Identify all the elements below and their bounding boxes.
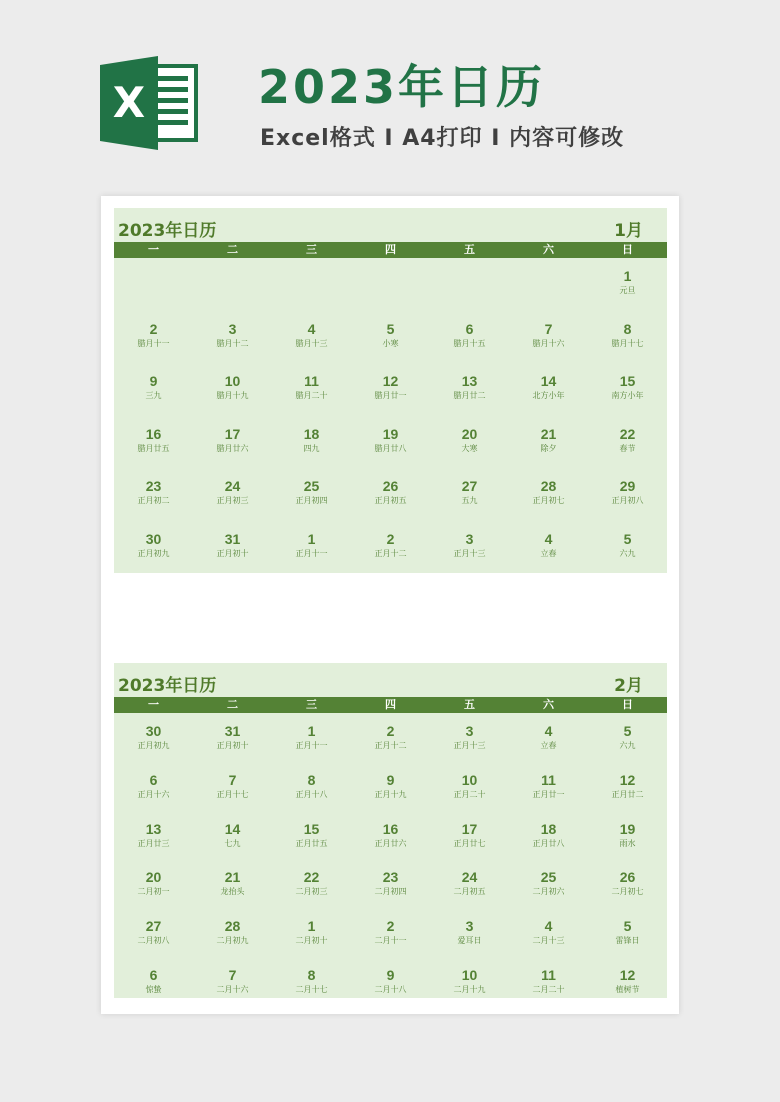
day-cell xyxy=(351,762,430,811)
day-grid xyxy=(114,258,667,573)
lunar-date: 二月十七 xyxy=(295,984,328,994)
day-number: 23 xyxy=(145,478,162,494)
day-number: 24 xyxy=(224,478,241,494)
lunar-date: 腊月二十 xyxy=(295,391,328,400)
day-number: 27 xyxy=(461,478,478,494)
lunar-date: 植树节 xyxy=(615,984,640,994)
day-cell xyxy=(430,363,509,416)
weekday-label: 四 xyxy=(385,698,396,711)
day-cell xyxy=(351,908,430,957)
day-cell xyxy=(193,311,272,364)
day-number: 27 xyxy=(145,918,162,935)
day-number: 18 xyxy=(303,425,320,442)
day-cell xyxy=(509,363,588,416)
day-cell xyxy=(588,258,667,311)
lunar-date: 二月十一 xyxy=(374,936,407,946)
day-cell xyxy=(509,311,588,364)
day-number: 4 xyxy=(307,320,316,337)
lunar-date: 元旦 xyxy=(619,286,636,295)
lunar-date: 腊月廿八 xyxy=(374,443,407,453)
weekday-label: 一 xyxy=(148,243,159,256)
day-number: 7 xyxy=(544,320,553,337)
day-cell xyxy=(114,311,193,364)
day-cell xyxy=(272,468,351,521)
day-number: 3 xyxy=(228,320,237,337)
day-number: 2 xyxy=(386,918,395,935)
lunar-date: 二月初十 xyxy=(295,936,328,946)
day-cell xyxy=(272,521,351,574)
day-cell xyxy=(351,416,430,469)
lunar-date: 二月初四 xyxy=(374,887,407,897)
lunar-date: 二月初七 xyxy=(611,887,644,897)
day-grid xyxy=(114,713,667,1006)
lunar-date: 二月初一 xyxy=(137,887,170,897)
day-cell xyxy=(193,908,272,957)
lunar-date: 正月初三 xyxy=(216,496,249,505)
lunar-date: 六九 xyxy=(619,548,636,558)
day-number: 8 xyxy=(307,966,316,983)
day-number: 11 xyxy=(541,771,556,788)
day-cell xyxy=(430,811,509,860)
day-cell xyxy=(430,521,509,574)
day-cell xyxy=(114,521,193,574)
excel-logo-icon xyxy=(100,56,200,150)
day-number: 2 xyxy=(386,723,395,739)
day-cell xyxy=(509,258,588,311)
lunar-date: 腊月十二 xyxy=(216,338,249,348)
lunar-date: 腊月十五 xyxy=(453,338,486,348)
day-number: 10 xyxy=(461,771,478,788)
day-cell xyxy=(272,363,351,416)
day-cell xyxy=(193,762,272,811)
day-number: 30 xyxy=(145,723,162,739)
day-number: 26 xyxy=(619,869,636,886)
day-number: 15 xyxy=(619,373,636,389)
day-number: 1 xyxy=(623,268,632,284)
day-cell xyxy=(114,363,193,416)
day-cell xyxy=(588,363,667,416)
day-cell xyxy=(430,908,509,957)
day-number: 31 xyxy=(224,723,241,739)
day-number: 17 xyxy=(461,820,478,837)
day-cell xyxy=(351,859,430,908)
lunar-date: 二月十八 xyxy=(374,984,407,994)
day-number: 19 xyxy=(619,820,636,837)
lunar-date: 腊月廿二 xyxy=(453,391,486,400)
lunar-date: 腊月十九 xyxy=(216,391,249,400)
lunar-date: 立春 xyxy=(540,548,557,558)
weekday-label: 日 xyxy=(622,698,633,711)
day-cell xyxy=(509,811,588,860)
day-number: 8 xyxy=(307,771,316,788)
day-cell xyxy=(588,859,667,908)
day-number: 6 xyxy=(465,320,474,337)
lunar-date: 正月初十 xyxy=(216,548,249,558)
weekday-label: 六 xyxy=(543,243,554,256)
day-number: 4 xyxy=(544,723,553,739)
day-cell xyxy=(430,258,509,311)
day-number: 22 xyxy=(303,869,320,886)
weekday-label: 三 xyxy=(306,698,317,711)
lunar-date: 正月初九 xyxy=(137,548,170,558)
day-number: 1 xyxy=(307,918,316,935)
day-cell xyxy=(193,811,272,860)
day-number: 3 xyxy=(465,918,474,935)
lunar-date: 正月廿七 xyxy=(453,838,486,848)
lunar-date: 正月初七 xyxy=(532,496,565,505)
day-number: 3 xyxy=(465,530,474,547)
day-cell xyxy=(430,311,509,364)
calendar-month: 1月 xyxy=(614,221,643,241)
day-number: 2 xyxy=(149,320,158,337)
lunar-date: 七九 xyxy=(224,838,241,848)
weekday-header xyxy=(114,697,667,713)
lunar-date: 正月初九 xyxy=(137,741,170,750)
weekday-label: 二 xyxy=(227,698,238,711)
day-cell xyxy=(351,713,430,762)
lunar-date: 惊蛰 xyxy=(145,984,162,994)
lunar-date: 正月廿二 xyxy=(611,789,644,799)
page-header xyxy=(0,0,780,180)
lunar-date: 正月十三 xyxy=(453,741,486,750)
lunar-date: 正月廿一 xyxy=(532,789,565,799)
lunar-date: 二月初九 xyxy=(216,936,249,946)
day-cell xyxy=(272,713,351,762)
day-number: 5 xyxy=(623,530,632,547)
day-number: 10 xyxy=(461,966,478,983)
lunar-date: 二月初五 xyxy=(453,887,486,897)
lunar-date: 正月初四 xyxy=(295,496,328,505)
day-number: 12 xyxy=(619,771,636,788)
day-number: 1 xyxy=(307,530,316,547)
lunar-date: 腊月十三 xyxy=(295,338,328,348)
lunar-date: 二月十三 xyxy=(532,936,565,946)
lunar-date: 雷锋日 xyxy=(615,936,640,946)
day-number: 1 xyxy=(307,723,316,739)
day-cell xyxy=(588,468,667,521)
day-cell xyxy=(509,521,588,574)
day-cell xyxy=(509,908,588,957)
day-number: 12 xyxy=(619,966,636,983)
day-number: 11 xyxy=(304,373,319,389)
lunar-date: 二月初六 xyxy=(532,887,565,897)
day-number: 13 xyxy=(145,820,162,837)
day-number: 13 xyxy=(461,373,478,389)
day-cell xyxy=(114,908,193,957)
calendar-month: 2月 xyxy=(614,676,643,696)
lunar-date: 立春 xyxy=(540,741,557,750)
calendar-january xyxy=(114,208,667,573)
lunar-date: 正月廿八 xyxy=(532,838,565,848)
weekday-label: 日 xyxy=(622,243,633,256)
lunar-date: 腊月十一 xyxy=(137,338,170,348)
lunar-date: 小寒 xyxy=(382,338,399,348)
lunar-date: 二月初八 xyxy=(137,936,170,946)
lunar-date: 正月十一 xyxy=(295,548,328,558)
day-cell xyxy=(272,811,351,860)
day-cell xyxy=(588,416,667,469)
day-number: 21 xyxy=(224,869,241,886)
day-cell xyxy=(430,468,509,521)
day-cell xyxy=(351,468,430,521)
lunar-date: 正月初二 xyxy=(137,496,170,505)
day-number: 26 xyxy=(382,478,399,494)
day-number: 28 xyxy=(224,918,241,935)
lunar-date: 正月初八 xyxy=(611,496,644,505)
lunar-date: 龙抬头 xyxy=(220,887,245,897)
day-cell xyxy=(272,258,351,311)
day-cell xyxy=(272,311,351,364)
lunar-date: 正月十八 xyxy=(295,789,328,799)
day-number: 7 xyxy=(228,966,237,983)
day-cell xyxy=(114,468,193,521)
calendar-title: 2023年日历 xyxy=(118,676,217,696)
lunar-date: 二月二十 xyxy=(532,984,565,994)
day-cell xyxy=(193,713,272,762)
day-cell xyxy=(193,859,272,908)
lunar-date: 正月十一 xyxy=(295,741,328,750)
weekday-label: 一 xyxy=(148,698,159,711)
day-cell xyxy=(588,908,667,957)
lunar-date: 正月初十 xyxy=(216,741,249,750)
day-cell xyxy=(351,811,430,860)
day-cell xyxy=(351,363,430,416)
day-cell xyxy=(114,416,193,469)
day-number: 11 xyxy=(541,966,556,983)
calendar-header xyxy=(114,663,667,697)
day-number: 14 xyxy=(224,820,241,837)
day-number: 12 xyxy=(382,373,399,389)
day-number: 31 xyxy=(224,530,241,547)
lunar-date: 北方小年 xyxy=(532,391,565,400)
day-number: 10 xyxy=(224,373,241,389)
lunar-date: 四九 xyxy=(303,443,320,453)
lunar-date: 二月十九 xyxy=(453,984,486,994)
day-number: 20 xyxy=(461,425,478,442)
lunar-date: 正月二十 xyxy=(453,789,486,799)
lunar-date: 腊月廿五 xyxy=(137,443,170,453)
day-cell xyxy=(114,859,193,908)
day-cell xyxy=(114,258,193,311)
day-cell xyxy=(430,416,509,469)
day-number: 5 xyxy=(623,918,632,935)
day-cell xyxy=(193,957,272,1006)
day-cell xyxy=(272,416,351,469)
lunar-date: 六九 xyxy=(619,741,636,750)
day-cell xyxy=(114,811,193,860)
page-subtitle: Excel格式 I A4打印 I 内容可修改 xyxy=(260,126,625,151)
day-cell xyxy=(272,762,351,811)
day-cell xyxy=(193,468,272,521)
lunar-date: 腊月十七 xyxy=(611,338,644,348)
day-cell xyxy=(272,957,351,1006)
day-number: 19 xyxy=(382,425,399,442)
lunar-date: 正月十二 xyxy=(374,548,407,558)
lunar-date: 二月初三 xyxy=(295,887,328,897)
weekday-label: 六 xyxy=(543,698,554,711)
day-number: 6 xyxy=(149,771,158,788)
weekday-header xyxy=(114,242,667,258)
lunar-date: 正月廿六 xyxy=(374,838,407,848)
lunar-date: 爱耳日 xyxy=(457,936,482,946)
day-cell xyxy=(272,908,351,957)
day-cell xyxy=(588,311,667,364)
lunar-date: 除夕 xyxy=(540,443,557,453)
lunar-date: 五九 xyxy=(461,496,478,505)
day-number: 5 xyxy=(386,320,395,337)
day-number: 21 xyxy=(540,425,557,442)
day-number: 23 xyxy=(382,869,399,886)
day-number: 8 xyxy=(623,320,632,337)
day-number: 20 xyxy=(145,869,162,886)
day-cell xyxy=(114,713,193,762)
day-cell xyxy=(509,713,588,762)
day-number: 30 xyxy=(145,530,162,547)
day-cell xyxy=(193,258,272,311)
day-number: 9 xyxy=(149,373,158,389)
day-cell xyxy=(430,859,509,908)
day-cell xyxy=(193,416,272,469)
day-number: 22 xyxy=(619,425,636,442)
lunar-date: 腊月廿一 xyxy=(374,391,407,400)
day-number: 6 xyxy=(149,966,158,983)
day-number: 9 xyxy=(386,966,395,983)
day-number: 4 xyxy=(544,530,553,547)
day-cell xyxy=(430,957,509,1006)
day-cell xyxy=(114,762,193,811)
lunar-date: 正月十七 xyxy=(216,789,249,799)
calendar-sheet xyxy=(101,196,679,1014)
lunar-date: 正月十九 xyxy=(374,789,407,799)
lunar-date: 腊月十六 xyxy=(532,338,565,348)
day-cell xyxy=(509,957,588,1006)
weekday-label: 五 xyxy=(464,243,475,256)
day-cell xyxy=(430,713,509,762)
day-cell xyxy=(509,416,588,469)
day-number: 9 xyxy=(386,771,395,788)
lunar-date: 正月廿五 xyxy=(295,838,328,848)
logo-letter: X xyxy=(112,78,146,127)
day-cell xyxy=(351,311,430,364)
day-cell xyxy=(509,468,588,521)
lunar-date: 正月十二 xyxy=(374,741,407,750)
page-title: 2023年日历 xyxy=(258,60,546,114)
lunar-date: 正月初五 xyxy=(374,496,407,505)
lunar-date: 正月十六 xyxy=(137,789,170,799)
day-cell xyxy=(430,762,509,811)
day-number: 18 xyxy=(540,820,557,837)
lunar-date: 雨水 xyxy=(619,838,636,848)
day-number: 2 xyxy=(386,530,395,547)
day-number: 29 xyxy=(619,478,636,494)
day-cell xyxy=(509,859,588,908)
weekday-label: 五 xyxy=(464,698,475,711)
day-cell xyxy=(272,859,351,908)
day-cell xyxy=(114,957,193,1006)
day-cell xyxy=(509,762,588,811)
day-number: 7 xyxy=(228,771,237,788)
day-number: 15 xyxy=(303,820,320,837)
day-cell xyxy=(588,957,667,1006)
lunar-date: 三九 xyxy=(145,391,162,400)
calendar-header xyxy=(114,208,667,242)
lunar-date: 春节 xyxy=(619,443,636,453)
day-number: 25 xyxy=(303,478,320,494)
day-number: 14 xyxy=(540,373,557,389)
day-number: 16 xyxy=(145,425,162,442)
calendar-title: 2023年日历 xyxy=(118,221,217,241)
day-number: 16 xyxy=(382,820,399,837)
day-number: 4 xyxy=(544,918,553,935)
day-number: 25 xyxy=(540,869,557,886)
day-number: 17 xyxy=(224,425,241,442)
day-cell xyxy=(351,258,430,311)
lunar-date: 正月廿三 xyxy=(137,838,170,848)
day-cell xyxy=(193,521,272,574)
day-number: 28 xyxy=(540,478,557,494)
day-number: 24 xyxy=(461,869,478,886)
day-cell xyxy=(193,363,272,416)
lunar-date: 大寒 xyxy=(461,443,478,453)
weekday-label: 四 xyxy=(385,243,396,256)
day-number: 5 xyxy=(623,723,632,739)
lunar-date: 腊月廿六 xyxy=(216,443,249,453)
weekday-label: 二 xyxy=(227,243,238,256)
lunar-date: 南方小年 xyxy=(611,391,644,400)
calendar-february xyxy=(114,663,667,998)
day-cell xyxy=(588,713,667,762)
day-cell xyxy=(351,521,430,574)
day-cell xyxy=(351,957,430,1006)
day-number: 3 xyxy=(465,723,474,739)
weekday-label: 三 xyxy=(306,243,317,256)
day-cell xyxy=(588,521,667,574)
lunar-date: 正月十三 xyxy=(453,548,486,558)
day-cell xyxy=(588,811,667,860)
day-cell xyxy=(588,762,667,811)
lunar-date: 二月十六 xyxy=(216,984,249,994)
